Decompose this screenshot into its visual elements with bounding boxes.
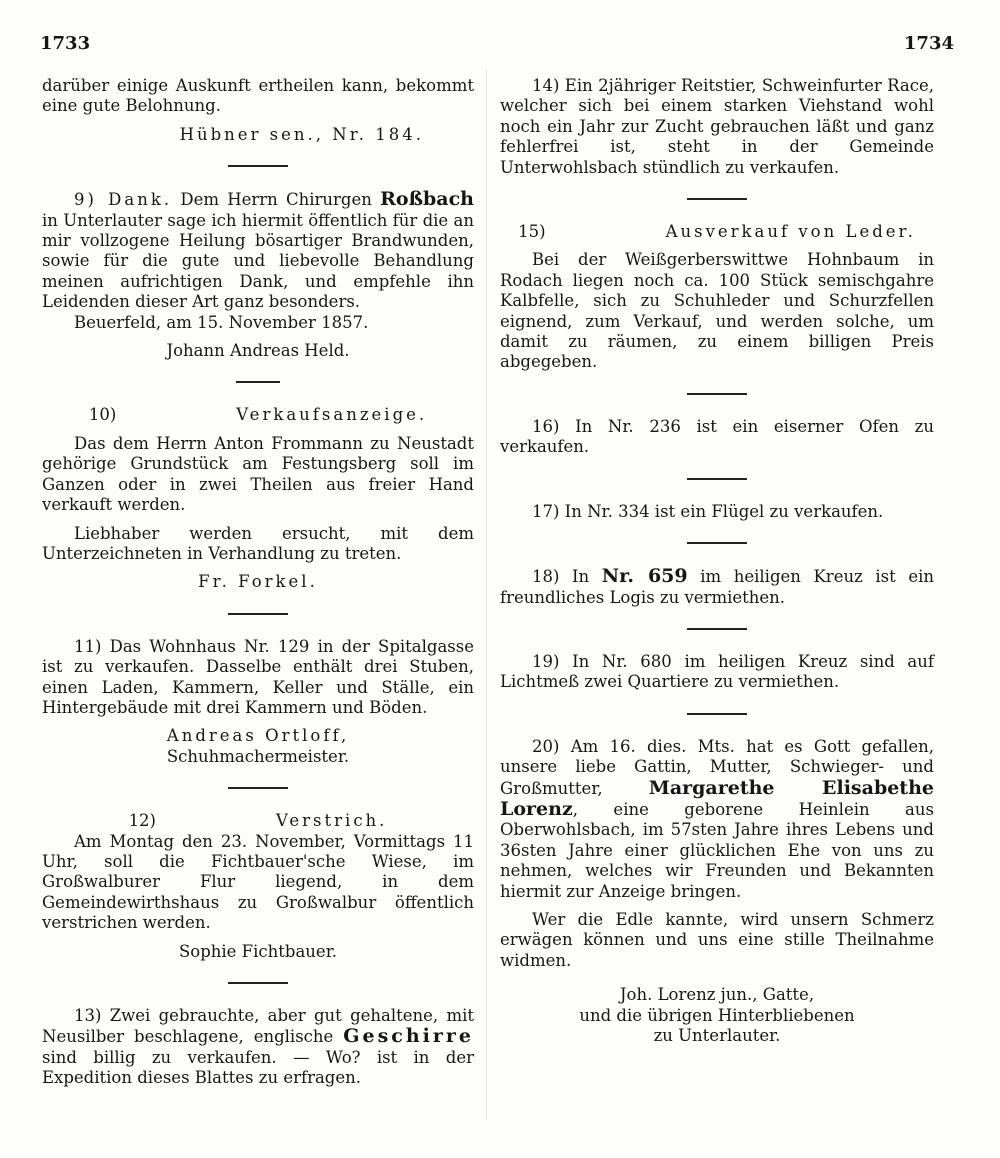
notice-12-title: Verstrich. [276,811,388,831]
section-rule [687,628,747,630]
signature-lorenz-2: und die übrigen Hinterbliebenen [579,1005,855,1025]
notice-20-text-a: 20) Am 16. dies. Mts. hat es Gott gefallen, unsere liebe Gattin, Mutter, Schwieger- und Großmutter, [500,736,934,798]
signature-huebner: Hübner sen., Nr. 184. [179,124,424,144]
signature-held: Johann Andreas Held. [166,341,350,361]
section-rule [687,478,747,480]
notice-10-text-2: Liebhaber werden ersucht, mit dem Unterzeichneten in Verhandlung zu treten. [42,523,474,563]
notice-15-number: 15) [518,222,546,242]
notice-9-lead: 9) Dank. [74,190,173,210]
notice-18 [500,566,934,608]
notice-12-heading [42,811,474,831]
notice-13 [42,1006,474,1089]
notice-20-name: Margarethe Elisabethe Lorenz [500,776,934,820]
notice-12-number: 12) [128,811,156,831]
notice-13-text-a: 13) Zwei gebrauchte, aber gut gehaltene, mit Neusilber beschlagene, englische [42,1006,474,1047]
notice-18-text-b: im heiligen Kreuz ist ein freundliches Logis zu vermiethen. [500,567,934,607]
signature-ortloff: Andreas Ortloff, [166,726,350,746]
notice-20 [500,737,934,902]
section-rule [236,381,280,383]
notice-20-text-b: , eine geborene Heinlein aus Oberwohlsbach, im 57sten Jahre ihres Lebens und 36sten Jahre einer glücklichen Ehe von uns zu nehmen, welches wir Freunden und Bekannten hiermit zur Anzeige bringen. [500,799,934,901]
signature-lorenz-3: zu Unterlauter. [653,1026,781,1045]
section-rule [228,165,288,167]
notice-15-title: Ausverkauf von Leder. [665,222,916,242]
notice-9 [42,189,474,312]
notice-9-text-b: in Unterlauter sage ich hiermit öffentlich für die an mir vollzogene Heilung bösartiger Brandwunden, sowie für die gute und liebevolle Behandlung meinen aufrichtigen Dank, und empfehle ihn Leidenden dieser Art ganz besonders. [42,210,474,312]
section-rule [228,787,288,789]
section-rule [687,198,747,200]
notice-20-text-c: Wer die Edle kannte, wird unsern Schmerz erwägen können und uns eine stille Theilnahme widmen. [500,909,934,970]
section-rule [687,393,747,395]
left-column [42,76,474,1089]
notice-15-text: Bei der Weißgerberswittwe Hohnbaum in Rodach liegen noch ca. 100 Stück semischgahre Kalbfelle, sich zu Schuhleder und Schurzfellen eignend, zum Verkauf, und werden solche, um damit zu räumen, zu einem billigen Preis abgegeben. [500,250,934,372]
notice-9-place-date: Beuerfeld, am 15. November 1857. [74,312,369,332]
notice-18-text-a: 18) In [532,567,602,587]
notice-17: 17) In Nr. 334 ist ein Flügel zu verkaufen. [532,501,884,521]
page-number-right: 1734 [903,33,954,54]
section-rule [228,613,288,615]
notice-10-heading [42,405,474,425]
notice-9-name: Roßbach [380,188,474,211]
column-divider [486,70,487,1120]
notice-13-text-b: sind billig zu verkaufen. — Wo? ist in der Expedition dieses Blattes zu erfragen. [42,1047,474,1088]
continued-text: darüber einige Auskunft ertheilen kann, bekommt eine gute Belohnung. [42,76,474,116]
notice-18-bold: Nr. 659 [601,565,688,588]
section-rule [228,982,288,984]
notice-9-text-a: Dem Herrn Chirurgen [172,190,381,210]
notice-13-bold: Geschirre [343,1025,474,1048]
section-rule [687,713,747,715]
notice-11: 11) Das Wohnhaus Nr. 129 in der Spitalgasse ist zu verkaufen. Dasselbe enthält drei Stuben, einen Laden, Kammern, Keller und Ställe, ein Hintergebäude mit drei Kammern und Böden. [42,636,474,717]
signature-fichtbauer: Sophie Fichtbauer. [178,941,338,961]
section-rule [687,542,747,544]
notice-14: 14) Ein 2jähriger Reitstier, Schweinfurter Race, welcher sich bei einem starken Viehstand wohl noch ein Jahr zur Zucht gebrauchen läßt und ganz fehlerfrei ist, steht in der Gemeinde Unterwohlsbach stündlich zu verkaufen. [500,76,934,177]
notice-10-text: Das dem Herrn Anton Frommann zu Neustadt gehörige Grundstück am Festungsberg soll im Ganzen oder in zwei Theilen aus freier Hand verkauft werden. [42,433,474,515]
signature-ortloff-title: Schuhmachermeister. [166,746,350,766]
notice-10-title: Verkaufsanzeige. [236,405,428,425]
right-column [500,76,934,1046]
page-number-left: 1733 [40,33,91,54]
notice-15-heading [500,222,934,242]
signature-forkel: Fr. Forkel. [198,572,318,592]
notice-12-text: Am Montag den 23. November, Vormittags 11 Uhr, soll die Fichtbauer'sche Wiese, im Großwalburer Flur liegend, in dem Gemeindewirthshaus zu Großwalbur öffentlich verstrichen werden. [42,831,474,933]
signature-lorenz: Joh. Lorenz jun., Gatte, [619,985,815,1005]
notice-19: 19) In Nr. 680 im heiligen Kreuz sind auf Lichtmeß zwei Quartiere zu vermiethen. [500,651,934,692]
notice-16: 16) In Nr. 236 ist ein eiserner Ofen zu verkaufen. [500,416,934,457]
notice-10-number: 10) [88,405,117,425]
